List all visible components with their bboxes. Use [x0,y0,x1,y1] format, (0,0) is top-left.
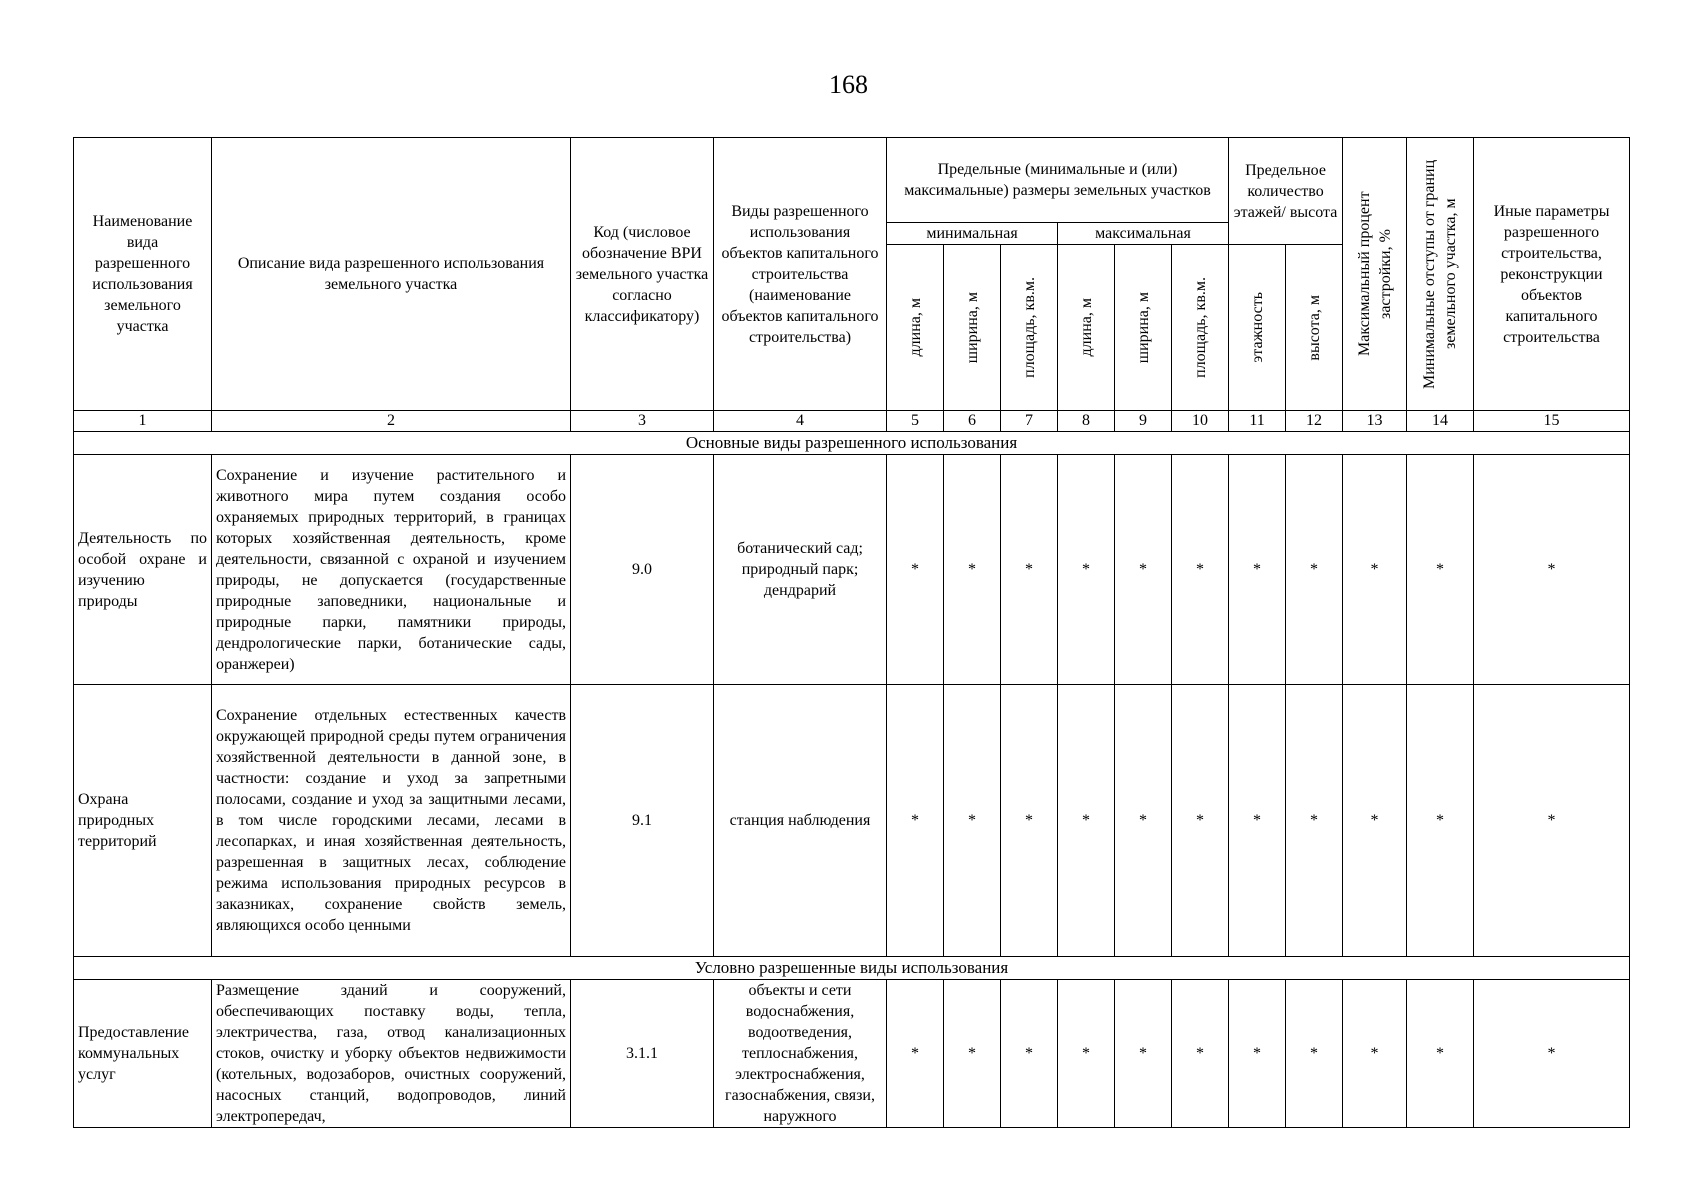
row-value: * [1343,455,1407,685]
row-value: * [1001,685,1058,957]
header-min-length [887,245,944,411]
header-max-width-text: ширина, м [1134,291,1152,364]
row-name: Предоставление коммунальных услуг [74,980,212,1128]
row-value: * [887,455,944,685]
row-value: * [887,685,944,957]
row-description: Размещение зданий и сооружений, обеспечивающих поставку воды, тепла, электричества, газа, отвод канализационных стоков, очистку и уборку объектов недвижимости (котельных, водозаборов, очистных сооружений, насосных станций, водопроводов, линий электропередач, [212,980,571,1128]
header-col13-text: Максимальный процент застройки, % [1355,191,1394,357]
column-number: 14 [1407,411,1474,432]
section-title-conditional: Условно разрешенные виды использования [74,957,1630,980]
header-col14-text: Минимальные отступы от границ земельного участка, м [1421,159,1460,389]
header-max-area [1172,245,1229,411]
column-number: 2 [212,411,571,432]
row-code: 9.1 [571,685,714,957]
row-code: 3.1.1 [571,980,714,1128]
header-min-area-text: площадь, кв.м. [1020,277,1038,378]
column-number: 7 [1001,411,1058,432]
header-floors-text: этажность [1248,292,1266,363]
row-description: Сохранение и изучение растительного и животного мира путем создания особо охраняемых природных территорий, в границах которых хозяйственная деятельность, кроме деятельности, связанной с охраной и изучением природы, не допускается (государственные природные заповедники, национальные и природные парки, памятники природы, дендрологические парки, ботанические сады, оранжереи) [212,455,571,685]
row-objects: объекты и сети водоснабжения, водоотведения, теплоснабжения, электроснабжения, газоснабжения, связи, наружного [714,980,887,1128]
column-number: 15 [1474,411,1630,432]
column-number: 5 [887,411,944,432]
header-height-text: высота, м [1305,294,1323,361]
row-value: * [1286,980,1343,1128]
column-number: 6 [944,411,1001,432]
column-number-row [74,411,1630,432]
row-name: Деятельность по особой охране и изучению природы [74,455,212,685]
row-value: * [1474,980,1630,1128]
column-number: 9 [1115,411,1172,432]
header-col3: Код (числовое обозначение ВРИ земельного участка согласно классификатору) [571,138,714,411]
header-min-width [944,245,1001,411]
row-value: * [1229,685,1286,957]
header-max-width [1115,245,1172,411]
header-col2: Описание вида разрешенного использования земельного участка [212,138,571,411]
header-group-max: максимальная [1058,223,1229,245]
header-col4: Виды разрешенного использования объектов капитального строительства (наименование объектов капитального строительства) [714,138,887,411]
header-min-area [1001,245,1058,411]
header-group-min: минимальная [887,223,1058,245]
table-row [74,685,1630,957]
row-value: * [1058,685,1115,957]
row-value: * [1343,980,1407,1128]
row-value: * [1058,980,1115,1128]
row-name: Охрана природных территорий [74,685,212,957]
row-value: * [1172,455,1229,685]
table-row [74,980,1630,1128]
header-max-length [1058,245,1115,411]
header-group-floors: Предельное количество этажей/ высота [1229,138,1343,245]
row-value: * [1115,980,1172,1128]
row-value: * [1001,980,1058,1128]
column-number: 11 [1229,411,1286,432]
header-floors [1229,245,1286,411]
row-value: * [944,455,1001,685]
row-value: * [1474,685,1630,957]
row-value: * [1001,455,1058,685]
column-number: 4 [714,411,887,432]
row-value: * [1343,685,1407,957]
header-height [1286,245,1343,411]
row-value: * [1115,685,1172,957]
header-min-length-text: длина, м [906,298,924,357]
row-value: * [1474,455,1630,685]
header-col1: Наименование вида разрешенного использования земельного участка [74,138,212,411]
column-number: 8 [1058,411,1115,432]
column-number: 12 [1286,411,1343,432]
header-max-area-text: площадь, кв.м. [1191,277,1209,378]
row-value: * [944,980,1001,1128]
section-row-main [74,432,1630,455]
land-use-table [73,137,1630,1128]
header-max-length-text: длина, м [1077,298,1095,357]
row-objects: станция наблюдения [714,685,887,957]
row-value: * [1115,455,1172,685]
row-value: * [1229,455,1286,685]
table-row [74,455,1630,685]
column-number: 3 [571,411,714,432]
row-value: * [944,685,1001,957]
header-col13 [1343,138,1407,411]
header-col15: Иные параметры разрешенного строительства, реконструкции объектов капитального строительства [1474,138,1630,411]
column-number: 10 [1172,411,1229,432]
row-value: * [1286,685,1343,957]
row-value: * [1058,455,1115,685]
row-value: * [1286,455,1343,685]
section-row-conditional [74,957,1630,980]
row-description: Сохранение отдельных естественных качеств окружающей природной среды путем ограничения хозяйственной деятельности в данной зоне, в частности: создание и уход за запретными полосами, создание и уход за защитными лесами, в том числе городскими лесами, лесами в лесопарках, и иная хозяйственная деятельность, разрешенная в защитных лесах, соблюдение режима использования природных ресурсов в заказниках, сохранение свойств земель, являющихся особо ценными [212,685,571,957]
header-col14 [1407,138,1474,411]
row-value: * [1172,685,1229,957]
row-value: * [1172,980,1229,1128]
row-value: * [1407,980,1474,1128]
header-min-width-text: ширина, м [963,291,981,364]
column-number: 13 [1343,411,1407,432]
page-number: 168 [829,70,868,99]
row-value: * [1229,980,1286,1128]
row-value: * [1407,685,1474,957]
section-title-main: Основные виды разрешенного использования [74,432,1630,455]
header-group-sizes: Предельные (минимальные и (или) максимальные) размеры земельных участков [887,138,1229,223]
column-number: 1 [74,411,212,432]
row-objects: ботанический сад; природный парк; дендрарий [714,455,887,685]
row-value: * [1407,455,1474,685]
row-code: 9.0 [571,455,714,685]
row-value: * [887,980,944,1128]
